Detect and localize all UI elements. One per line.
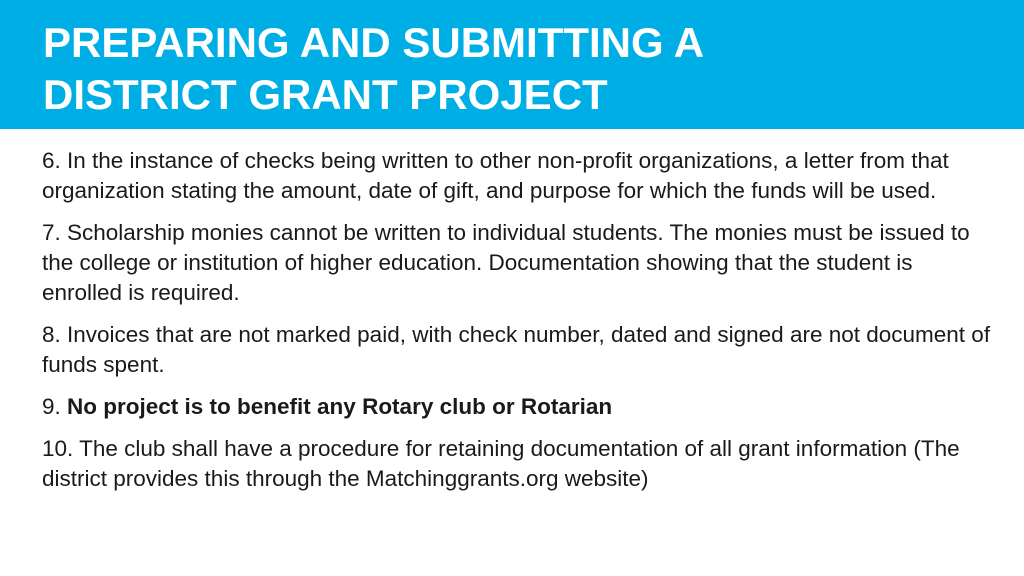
title-banner — [0, 0, 1024, 129]
slide-body — [42, 146, 992, 506]
list-item-7: 7. Scholarship monies cannot be written to individual students. The monies must be issued to the college or institution of higher education. Documentation showing that the student is enrolled is required. — [42, 220, 970, 305]
list-item-6: 6. In the instance of checks being written to other non-profit organizations, a letter from that organization stating the amount, date of gift, and purpose for which the funds will be used. — [42, 148, 949, 203]
list-item-9-bold-text: No project is to benefit any Rotary club or Rotarian — [67, 394, 613, 419]
slide-title — [43, 17, 704, 121]
slide-title-line-1: PREPARING AND SUBMITTING A — [43, 19, 705, 66]
list-item-8: 8. Invoices that are not marked paid, with check number, dated and signed are not document of funds spent. — [42, 322, 991, 377]
list-item-9 — [42, 392, 992, 422]
list-item-9-number: 9. — [42, 394, 68, 419]
slide-title-line-2: DISTRICT GRANT PROJECT — [43, 71, 608, 118]
list-item-10: 10. The club shall have a procedure for retaining documentation of all grant information (The district provides this through the Matchinggrants.org website) — [42, 436, 960, 491]
